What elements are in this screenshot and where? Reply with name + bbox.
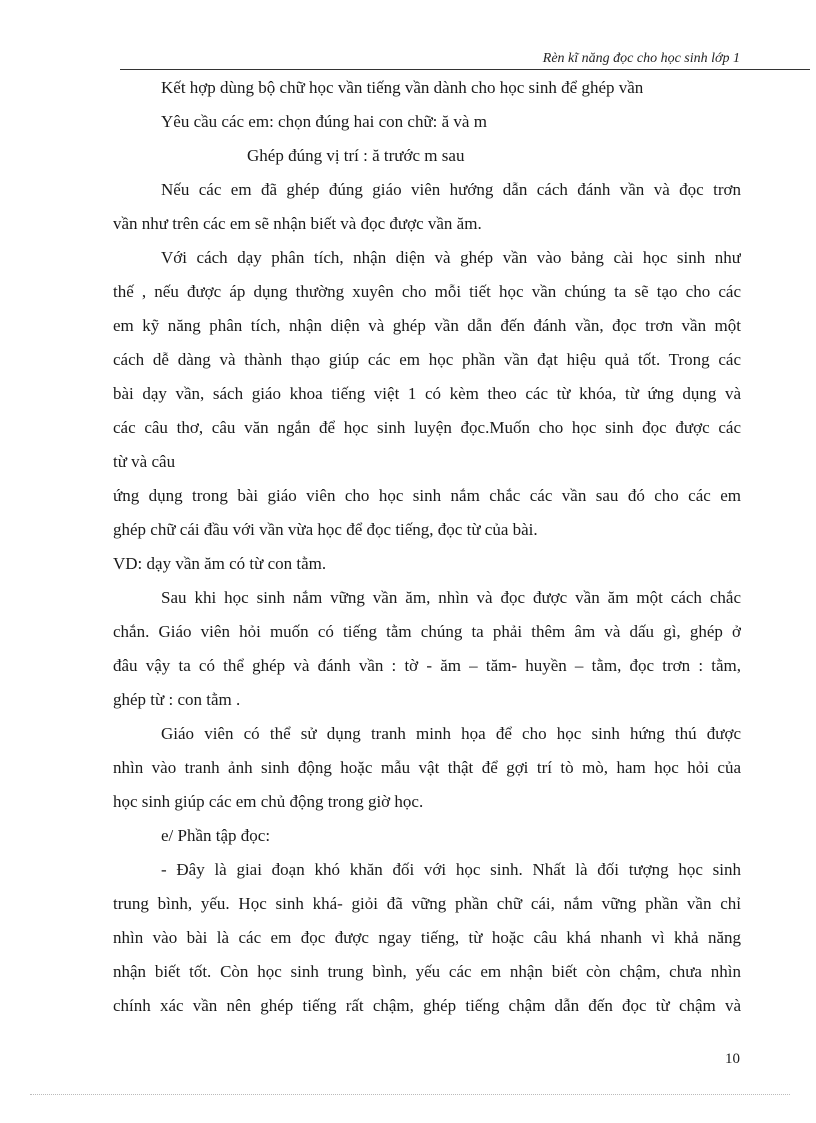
page-bottom-border (30, 1094, 790, 1095)
page-number: 10 (725, 1051, 740, 1067)
text-line: Yêu cầu các em: chọn đúng hai con chữ: ă và m (161, 112, 487, 131)
text-line: bài dạy vần, sách giáo khoa tiếng việt 1 có kèm theo các từ khóa, từ ứng dụng và (113, 384, 741, 403)
text-line: em kỹ năng phân tích, nhận diện và ghép vần dẫn đến đánh vần, đọc trơn vần một (113, 316, 741, 335)
running-header: Rèn kĩ năng đọc cho học sinh lớp 1 (542, 51, 740, 66)
text-line: Ghép đúng vị trí : ă trước m sau (247, 146, 465, 165)
text-line: - Đây là giai đoạn khó khăn đối với học sinh. Nhất là đối tượng học sinh (161, 860, 741, 879)
text-line: chính xác vần nên ghép tiếng rất chậm, ghép tiếng chậm dẫn đến đọc từ chậm và (113, 996, 741, 1015)
text-line: ghép từ : con tằm . (113, 690, 241, 709)
header-rule (120, 69, 810, 70)
text-line: học sinh giúp các em chủ động trong giờ học. (113, 792, 424, 811)
text-line: trung bình, yếu. Học sinh khá- giỏi đã vững phần chữ cái, nắm vững phần vần chỉ (113, 894, 741, 913)
text-line: vần như trên các em sẽ nhận biết và đọc được vần ăm. (113, 214, 482, 233)
text-line: nhìn vào bài là các em đọc được ngay tiếng, từ hoặc câu khá nhanh vì khả năng (113, 928, 741, 947)
text-line: Giáo viên có thể sử dụng tranh minh họa để cho học sinh hứng thú được (161, 724, 741, 743)
text-line: chắn. Giáo viên hỏi muốn có tiếng tằm chúng ta phải thêm âm và dấu gì, ghép ở (113, 622, 741, 641)
text-line: Sau khi học sinh nắm vững vần ăm, nhìn và đọc được vần ăm một cách chắc (161, 588, 741, 607)
text-line: từ và câu (113, 452, 176, 471)
section-heading: e/ Phần tập đọc: (161, 826, 271, 845)
text-line: Kết hợp dùng bộ chữ học vần tiếng vần dành cho học sinh để ghép vần (161, 78, 644, 97)
text-line: cách dễ dàng và thành thạo giúp các em học phần vần đạt hiệu quả tốt. Trong các (113, 350, 741, 369)
text-line: nhận biết tốt. Còn học sinh trung bình, yếu các em nhận biết còn chậm, chưa nhìn (113, 962, 741, 981)
text-line: thế , nếu được áp dụng thường xuyên cho mỗi tiết học vần chúng ta sẽ tạo cho các (113, 282, 741, 301)
text-line: Với cách dạy phân tích, nhận diện và ghép vần vào bảng cài học sinh như (161, 248, 741, 267)
text-line: nhìn vào tranh ảnh sinh động hoặc mẫu vật thật để gợi trí tò mò, ham học hỏi của (113, 758, 741, 777)
text-line: ghép chữ cái đầu với vần vừa học để đọc tiếng, đọc từ của bài. (113, 520, 538, 539)
text-line: VD: dạy vần ăm có từ con tằm. (113, 554, 327, 573)
text-line: Nếu các em đã ghép đúng giáo viên hướng dẫn cách đánh vần và đọc trơn (161, 180, 741, 199)
text-line: ứng dụng trong bài giáo viên cho học sinh nắm chắc các vần sau đó cho các em (113, 486, 741, 505)
body-text (113, 71, 741, 1023)
text-line: các câu thơ, câu văn ngắn để học sinh luyện đọc.Muốn cho học sinh đọc được các (113, 418, 741, 437)
text-line: đâu vậy ta có thể ghép và đánh vần : tờ - ăm – tăm- huyền – tằm, đọc trơn : tằm, (113, 656, 741, 675)
